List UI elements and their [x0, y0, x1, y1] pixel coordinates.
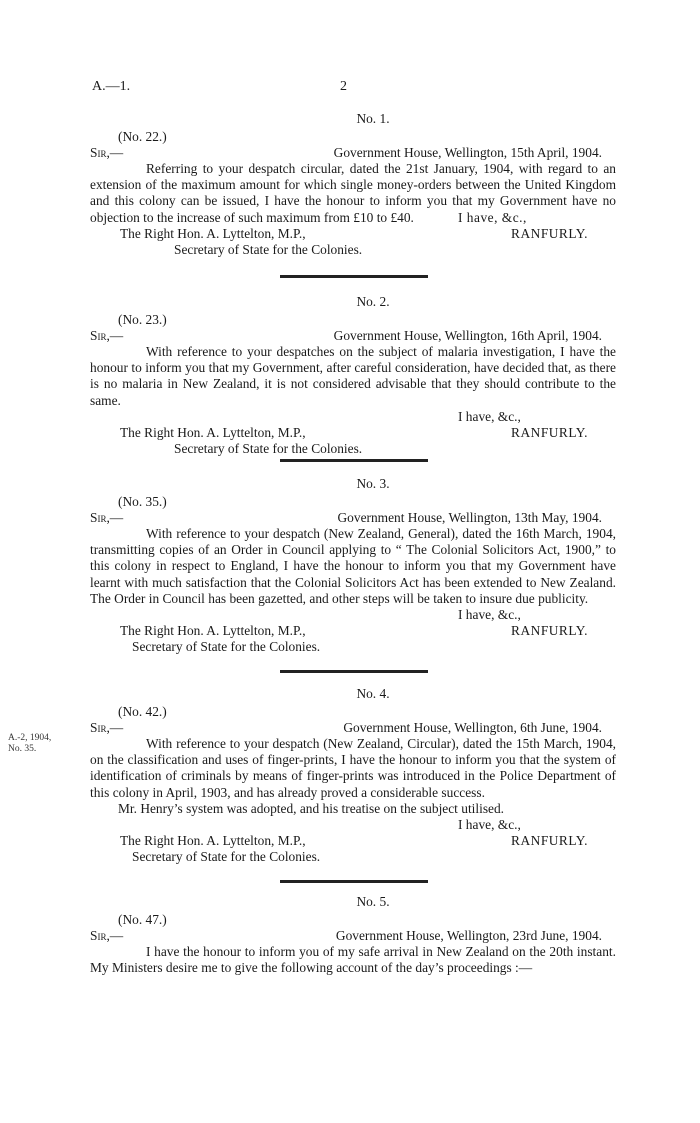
- letter-body: I have the honour to inform you of my safe arrival in New Zealand on the 20th instant. My Ministers desire me to give the following account of the day’s proceedings :—: [90, 944, 616, 976]
- addressee-title: Secretary of State for the Colonies.: [132, 849, 321, 865]
- page-number: 2: [340, 79, 347, 94]
- addressee: The Right Hon. A. Lyttelton, M.P.,: [120, 424, 306, 440]
- despatch-reference: (No. 42.): [118, 704, 167, 719]
- salutation: Sir,—: [90, 145, 124, 160]
- closing: I have, &c.,: [458, 607, 521, 623]
- closing: I have, &c.,: [458, 209, 527, 225]
- closing: I have, &c.,: [458, 408, 521, 424]
- letter-4: [90, 686, 616, 865]
- salutation: Sir,—: [90, 720, 124, 735]
- salutation: Sir,—: [90, 328, 124, 343]
- section-divider: [280, 670, 428, 673]
- despatch-reference: (No. 35.): [118, 494, 167, 509]
- letter-body: With reference to your despatches on the subject of malaria investigation, I have the honour to inform you that my Government, after careful consideration, have decided that, as there is no malaria in New Zealand, it is not considered advisable that they should contribute to the same.: [90, 344, 616, 408]
- despatch-reference: (No. 22.): [118, 129, 167, 144]
- letter-body: With reference to your despatch (New Zealand, Circular), dated the 15th March, 1904, on the classification and uses of finger-prints, I have the honour to inform you that the system of identification of criminals by means of finger-prints was introduced in the Police Department of this colony in April, 1903, and has already proved a considerable success.: [90, 736, 616, 800]
- place-date: Government House, Wellington, 6th June, 1904.: [343, 720, 602, 735]
- place-date: Government House, Wellington, 15th April, 1904.: [333, 145, 602, 160]
- addressee: The Right Hon. A. Lyttelton, M.P.,: [120, 623, 306, 639]
- letter-body: With reference to your despatch (New Zealand, General), dated the 16th March, 1904, transmitting copies of an Order in Council applying to “ The Colonial Solicitors Act, 1900,” to this colony in respect to England, I have the honour to inform you that my Government have learnt with much satisfaction that the Colonial Solicitors Act has been extended to New Zealand. The Order in Council has been gazetted, and other steps will be taken to insure due publicity.: [90, 526, 616, 606]
- letter-5: [90, 894, 616, 976]
- letter-number: No. 3.: [356, 476, 390, 491]
- despatch-reference: (No. 23.): [118, 312, 167, 327]
- letter-number: No. 2.: [356, 294, 390, 309]
- addressee-title: Secretary of State for the Colonies.: [174, 241, 363, 257]
- section-divider: [280, 880, 428, 883]
- series-reference: A.—1.: [92, 79, 131, 94]
- signer: RANFURLY.: [511, 833, 588, 849]
- closing: I have, &c.,: [458, 817, 521, 833]
- salutation: Sir,—: [90, 510, 124, 525]
- margin-note: A.-2, 1904, No. 35.: [8, 733, 52, 754]
- letter-body: Mr. Henry’s system was adopted, and his treatise on the subject utilised.: [118, 800, 505, 816]
- signer: RANFURLY.: [511, 623, 588, 639]
- addressee-title: Secretary of State for the Colonies.: [174, 440, 363, 456]
- section-divider: [280, 275, 428, 278]
- letter-3: [90, 476, 616, 655]
- letter-2: [90, 294, 616, 457]
- despatch-reference: (No. 47.): [118, 912, 167, 927]
- letter-number: No. 4.: [356, 686, 390, 701]
- signer: RANFURLY.: [511, 225, 588, 241]
- place-date: Government House, Wellington, 13th May, 1904.: [337, 510, 602, 525]
- section-divider: [280, 459, 428, 462]
- addressee: The Right Hon. A. Lyttelton, M.P.,: [120, 833, 306, 849]
- letter-1: [90, 111, 616, 258]
- letter-number: No. 5.: [356, 894, 390, 909]
- place-date: Government House, Wellington, 23rd June, 1904.: [335, 928, 602, 943]
- salutation: Sir,—: [90, 928, 124, 943]
- addressee-title: Secretary of State for the Colonies.: [132, 639, 321, 655]
- place-date: Government House, Wellington, 16th April, 1904.: [333, 328, 602, 343]
- letter-body: Referring to your despatch circular, dated the 21st January, 1904, with regard to an extension of the maximum amount for which single money-orders between the United Kingdom and this colony can be issued, I have the honour to inform you that my Government have no objection to the increase of such maximum from £10 to £40.: [90, 161, 616, 225]
- signer: RANFURLY.: [511, 424, 588, 440]
- letter-number: No. 1.: [356, 111, 390, 126]
- addressee: The Right Hon. A. Lyttelton, M.P.,: [120, 225, 306, 241]
